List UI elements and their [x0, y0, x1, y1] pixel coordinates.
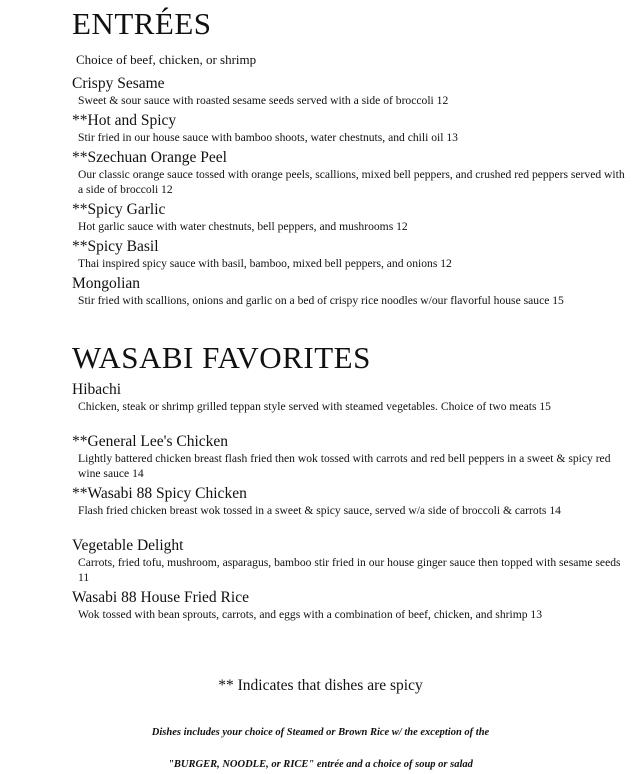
menu-item-description: Flash fried chicken breast wok tossed in a sweet & spicy sauce, served w/a side of broccoli & carrots 14 — [78, 504, 561, 517]
menu-item — [72, 238, 632, 271]
menu-item — [72, 201, 632, 234]
footer-note-line-2: "BURGER, NOODLE, or RICE" entrée and a choice of soup or salad — [168, 759, 473, 770]
menu-item-description: Carrots, fried tofu, mushroom, asparagus, bamboo stir fried in our house ginger sauce then topped with sesame seeds 11 — [78, 556, 621, 584]
menu-item — [72, 75, 632, 108]
menu-item-name: Hibachi — [72, 381, 122, 398]
favorites-title: WASABI FAVORITES — [72, 340, 371, 375]
menu-item — [72, 381, 632, 414]
menu-item — [72, 433, 632, 481]
menu-item — [72, 485, 632, 518]
menu-item-name: **Szechuan Orange Peel — [72, 149, 227, 166]
menu-item-description: Our classic orange sauce tossed with orange peels, scallions, mixed bell peppers, and crushed red peppers served with a side of broccoli 12 — [78, 168, 625, 196]
menu-item-description: Thai inspired spicy sauce with basil, bamboo, mixed bell peppers, and onions 12 — [78, 257, 452, 270]
entrees-subtitle: Choice of beef, chicken, or shrimp — [76, 52, 257, 67]
menu-item-name: Mongolian — [72, 275, 141, 292]
menu-item-description: Stir fried with scallions, onions and garlic on a bed of crispy rice noodles w/our flavorful house sauce 15 — [78, 294, 564, 307]
menu-item-description: Stir fried in our house sauce with bamboo shoots, water chestnuts, and chili oil 13 — [78, 131, 458, 144]
menu-item-name: **Spicy Garlic — [72, 201, 166, 218]
menu-item-name: Crispy Sesame — [72, 75, 165, 92]
menu-item-name: Vegetable Delight — [72, 537, 184, 554]
menu-item-description: Hot garlic sauce with water chestnuts, bell peppers, and mushrooms 12 — [78, 220, 408, 233]
menu-item-name: **General Lee's Chicken — [72, 433, 229, 450]
footer-note-line-1: Dishes includes your choice of Steamed or Brown Rice w/ the exception of the — [151, 727, 490, 738]
menu-item-name: Wasabi 88 House Fried Rice — [72, 589, 249, 606]
menu-item — [72, 149, 632, 197]
menu-item-description: Lightly battered chicken breast flash fried then wok tossed with carrots and red bell peppers in a sweet & spicy red wine sauce 14 — [78, 452, 611, 480]
menu-item-description: Sweet & sour sauce with roasted sesame seeds served with a side of broccoli 12 — [78, 94, 449, 107]
menu-item — [72, 537, 632, 585]
menu-item — [72, 275, 632, 308]
menu-item — [72, 112, 632, 145]
menu-item-name: **Spicy Basil — [72, 238, 159, 255]
menu-item-description: Wok tossed with bean sprouts, carrots, and eggs with a combination of beef, chicken, and shrimp 13 — [78, 608, 542, 621]
menu-item-name: **Hot and Spicy — [72, 112, 177, 129]
spicy-legend-note: ** Indicates that dishes are spicy — [218, 677, 423, 694]
entrees-title: ENTRÉES — [72, 6, 212, 41]
menu-item-description: Chicken, steak or shrimp grilled teppan style served with steamed vegetables. Choice of two meats 15 — [78, 400, 551, 413]
menu-item — [72, 589, 632, 622]
menu-item-name: **Wasabi 88 Spicy Chicken — [72, 485, 247, 502]
